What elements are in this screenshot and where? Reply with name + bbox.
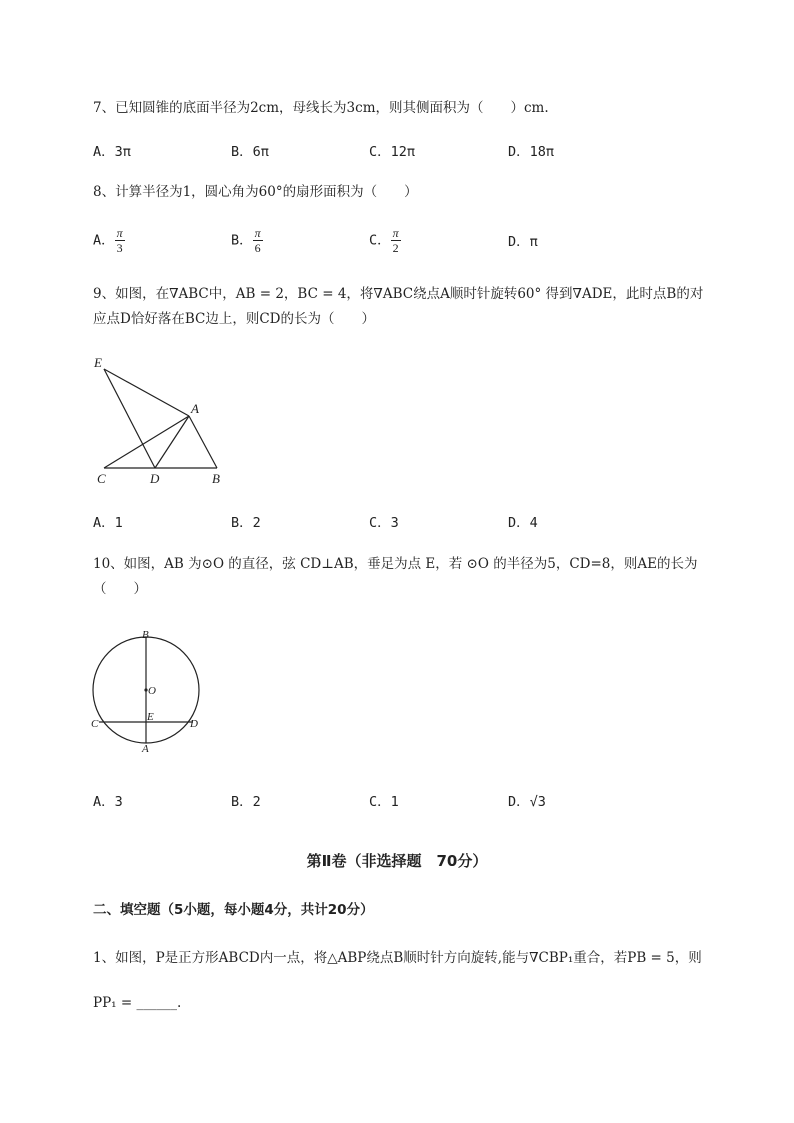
q10-option-a: A．3	[93, 794, 123, 810]
label-c: C	[97, 471, 106, 486]
segment-ed	[104, 369, 155, 468]
q8-text: 8、计算半径为1，圆心角为60°的扇形面积为（ ）	[93, 184, 418, 200]
q10-line1: 10、如图，AB 为⊙O 的直径，弦 CD⊥AB，垂足为点 E，若 ⊙O 的半径为5，CD=8，则AE的长为	[93, 556, 698, 572]
q8-option-b-fraction: $\frac{\pi}{6}$	[254, 226, 261, 255]
q9-option-a: A．1	[93, 515, 123, 531]
q7-option-a: A．3π	[93, 144, 131, 160]
q9-option-c: C．3	[369, 515, 399, 531]
q8-option-c-fraction: $\frac{\pi}{2}$	[392, 226, 399, 255]
q10-option-b: B．2	[231, 794, 261, 810]
q7-option-b: B．6π	[231, 144, 269, 160]
q7-option-d: D．18π	[508, 144, 555, 160]
q9-line1: 9、如图，在∇ABC中，AB = 2，BC = 4，将∇ABC绕点A顺时针旋转60° 得到∇ADE，此时点B的对	[93, 286, 704, 302]
subsection-title: 二、填空题（5小题，每小题4分，共计20分）	[93, 902, 374, 918]
q7-option-c: C．12π	[369, 144, 416, 160]
fill1-line1: 1、如图，P是正方形ABCD内一点，将△ABP绕点B顺时针方向旋转,能与∇CBP₁重合，若PB = 5，则	[93, 950, 702, 966]
q9-line2: 应点D恰好落在BC边上，则CD的长为（ ）	[93, 311, 375, 327]
label-a: A	[191, 401, 199, 416]
segment-ad	[155, 416, 189, 468]
q8-option-c-label: C．	[369, 232, 391, 249]
q8-option-b	[231, 226, 263, 255]
section-title: 第Ⅱ卷（非选择题 70分）	[306, 852, 488, 870]
q10-option-d: D．√3	[508, 794, 546, 810]
q9-figure	[88, 350, 238, 490]
q8-option-a-fraction: $\frac{\pi}{3}$	[116, 226, 123, 255]
q9-option-b: B．2	[231, 515, 261, 531]
q10-figure	[86, 626, 210, 756]
label-e: E	[147, 711, 154, 723]
label-d: D	[190, 718, 198, 730]
q9-option-d: D．4	[508, 515, 538, 531]
label-o: O	[148, 685, 156, 697]
label-a: A	[142, 743, 149, 755]
q8-option-a-label: A．	[93, 232, 115, 249]
q10-option-c: C．1	[369, 794, 399, 810]
q8-option-b-label: B．	[231, 232, 253, 249]
label-b: B	[142, 629, 149, 641]
label-e: E	[94, 355, 102, 370]
q8-option-c	[369, 226, 401, 255]
q10-line2: （ ）	[93, 581, 147, 597]
q8-option-a	[93, 226, 125, 255]
fill1-line2: PP₁ = ______.	[93, 995, 182, 1011]
segment-ca	[104, 416, 189, 468]
label-c: C	[91, 718, 99, 730]
label-b: B	[212, 471, 220, 486]
q8-option-d: D．π	[508, 234, 538, 250]
label-d: D	[150, 471, 160, 486]
q7-text: 7、已知圆锥的底面半径为2cm，母线长为3cm，则其侧面积为（ ）cm.	[93, 100, 549, 116]
segment-ab	[189, 416, 217, 468]
